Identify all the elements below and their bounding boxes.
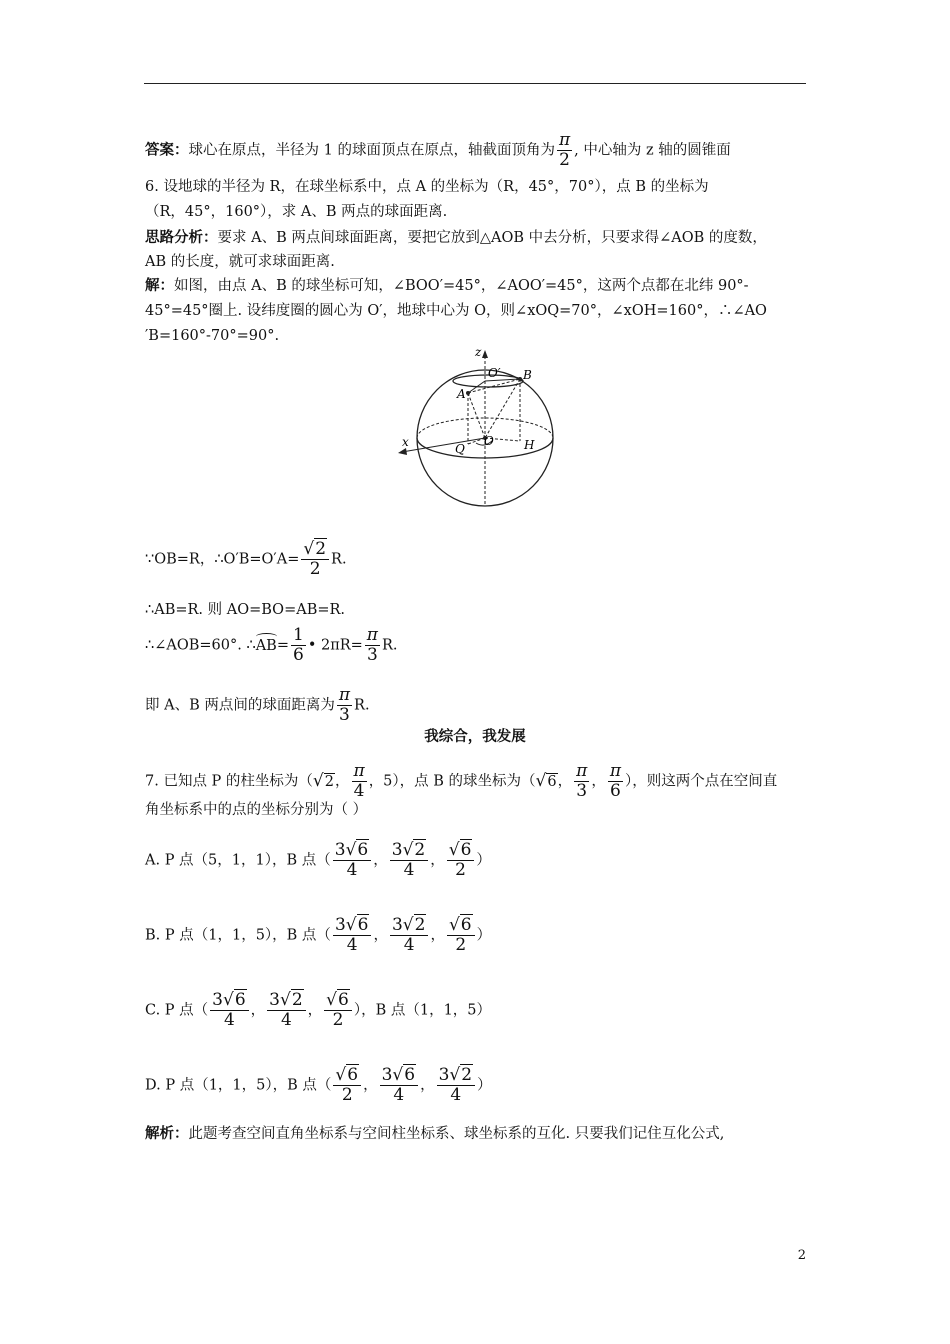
option-d-prefix: D. P 点（1，1，5），B 点（ — [145, 1077, 332, 1094]
x-axis — [402, 438, 485, 452]
option-a-f3-num: √6 — [447, 841, 475, 861]
analysis7-text: 此题考查空间直角坐标系与空间柱坐标系、球坐标系的互化. 只要我们记住互化公式, — [188, 1126, 725, 1142]
option-b-f1-den: 4 — [346, 935, 358, 955]
option-c-f3-den: 2 — [332, 1010, 344, 1030]
option-b-f1-coef: 3 — [334, 915, 346, 935]
option-b-f1-num: 3√6 — [333, 916, 372, 936]
option-a-f1-rad: 6 — [357, 840, 369, 860]
label-q: Q — [455, 442, 465, 456]
option-a-f1 — [333, 841, 372, 880]
option-c-sep1: ， — [250, 1002, 266, 1019]
option-c-f2-coef: 3 — [269, 990, 280, 1010]
step4-fraction — [337, 686, 352, 725]
option-d-sep2: ， — [420, 1077, 435, 1094]
step3-num2: π — [366, 625, 378, 645]
option-b-f2-num: 3√2 — [390, 916, 429, 936]
q7-comma3: ， — [591, 773, 606, 790]
analysis7-label: 解析： — [145, 1125, 189, 1142]
option-d-f2-den: 4 — [393, 1085, 405, 1105]
option-b-sep1: ， — [373, 927, 388, 944]
step3-arc-ab: AB — [255, 637, 277, 654]
option-d — [145, 1066, 492, 1105]
answer-label: 答案： — [145, 141, 189, 159]
q7-pi4-num: π — [353, 761, 365, 781]
option-d-f3-coef: 3 — [438, 1065, 450, 1085]
option-b — [145, 916, 491, 955]
option-a-f1-den: 4 — [346, 860, 358, 880]
step3-text-a: ∴∠AOB=60°. ∴ — [145, 637, 256, 654]
step3-mid: • 2πR= — [307, 637, 363, 654]
option-c-suffix: ），B 点（1，1，5） — [353, 1002, 492, 1019]
label-o: O — [484, 434, 494, 448]
answer-frac-den: 2 — [559, 150, 570, 170]
q7-line2: 角坐标系中的点的坐标分别为（ ） — [145, 802, 368, 818]
step3 — [145, 626, 398, 665]
option-c-f1 — [210, 991, 249, 1030]
option-d-f2-coef: 3 — [381, 1065, 393, 1085]
option-a — [145, 841, 491, 880]
option-d-f3-den: 4 — [450, 1085, 462, 1105]
option-a-f3-den: 2 — [455, 860, 466, 880]
option-d-f1-rad: 6 — [347, 1065, 359, 1085]
label-o-prime: O′ — [488, 366, 501, 380]
option-d-f1-den: 2 — [341, 1085, 353, 1105]
option-c-f2 — [267, 991, 306, 1030]
option-b-f3-num: √6 — [447, 916, 475, 936]
option-a-f2-den: 4 — [403, 860, 415, 880]
q6-line1: 6. 设地球的半径为 R，在球坐标系中，点 A 的坐标为（R，45°，70°），点 B 的坐标为 — [145, 179, 709, 195]
line-b-o — [485, 379, 520, 438]
q7-line1 — [145, 762, 777, 801]
option-a-f3-rad: 6 — [460, 840, 472, 860]
option-c-f2-num: 3√2 — [267, 991, 306, 1011]
step3-fraction1 — [291, 626, 306, 665]
solution6-text1: 如图，由点 A、B 的球坐标可知，∠BOO′=45°，∠AOO′=45°，这两个点都在北纬 90°- — [174, 278, 749, 294]
step3-num: 1 — [292, 625, 304, 645]
answer-fraction — [557, 131, 572, 170]
option-a-f2-rad: 2 — [414, 840, 426, 860]
sphere-figure — [396, 344, 556, 508]
option-d-sep1: ， — [363, 1077, 378, 1094]
q7-pi3-num: π — [576, 761, 588, 781]
option-b-f2 — [390, 916, 429, 955]
q7-text-b: ，5），点 B 的球坐标为（ — [368, 773, 536, 790]
q7-sqrt6: √6 — [535, 770, 557, 791]
solution6-line3: ′B=160°-70°=90°. — [145, 328, 280, 344]
solution6-label: 解： — [145, 277, 174, 294]
q7-sqrt2: √2 — [312, 770, 334, 791]
option-c-sep2: ， — [307, 1002, 323, 1019]
q7-frac-pi4 — [352, 762, 367, 801]
option-c-f3-rad: 6 — [338, 990, 349, 1010]
section-title: 我综合，我发展 — [424, 728, 526, 745]
step3-text-b: R. — [381, 637, 398, 654]
solution6-line2: 45°=45°圈上. 设纬度圈的圆心为 O′，地球中心为 O，则∠xOQ=70°，∠xOH=160°，∴∠AO — [145, 303, 767, 319]
q7-pi6-num: π — [609, 761, 621, 781]
option-c-f1-den: 4 — [224, 1010, 235, 1030]
option-d-f2-num: 3√6 — [380, 1066, 419, 1086]
option-c-f1-rad: 6 — [234, 990, 246, 1010]
label-x: x — [402, 435, 409, 449]
q7-frac-pi3 — [574, 762, 589, 801]
step4 — [145, 686, 370, 725]
point-b — [518, 377, 522, 381]
option-a-sep2: ， — [430, 852, 445, 869]
step1-text-a: ∵OB=R，∴O′B=O′A= — [145, 551, 300, 568]
option-c-f3 — [324, 991, 352, 1030]
step1-num-radicand: 2 — [315, 539, 327, 559]
answer-line — [145, 131, 731, 170]
step1 — [145, 540, 347, 579]
option-d-f2 — [380, 1066, 419, 1105]
q7-sqrt2-radicand: 2 — [324, 773, 334, 790]
option-b-f2-coef: 3 — [391, 915, 403, 935]
option-b-prefix: B. P 点（1，1，5），B 点（ — [145, 927, 331, 944]
step1-den: 2 — [309, 559, 321, 579]
option-b-f1 — [333, 916, 372, 955]
label-h: H — [524, 438, 535, 452]
step1-num: √2 — [301, 540, 329, 560]
step1-text-b: R. — [331, 551, 347, 568]
option-a-close: ） — [476, 852, 491, 869]
step4-text-a: 即 A、B 两点间的球面距离为 — [145, 697, 335, 714]
option-c-f2-rad: 2 — [291, 990, 303, 1010]
option-a-prefix: A. P 点（5，1，1），B 点（ — [145, 852, 331, 869]
option-a-f2 — [390, 841, 429, 880]
label-z: z — [475, 345, 482, 359]
q6-line2: （R，45°，160°），求 A、B 两点的球面距离. — [145, 204, 448, 220]
x-arrow — [398, 448, 407, 455]
answer-text-b: , 中心轴为 z 轴的圆锥面 — [574, 142, 731, 159]
option-a-f3 — [447, 841, 475, 880]
analysis6-label: 思路分析： — [145, 229, 218, 246]
option-b-f2-rad: 2 — [414, 915, 426, 935]
option-d-f1-num: √6 — [333, 1066, 361, 1086]
page-number: 2 — [797, 1248, 806, 1263]
option-b-f3 — [447, 916, 475, 955]
q7-pi3-den: 3 — [576, 781, 588, 801]
option-b-f3-den: 2 — [455, 935, 467, 955]
step4-num: π — [338, 685, 351, 705]
option-a-f1-coef: 3 — [334, 840, 346, 860]
answer-frac-num: π — [558, 130, 571, 150]
step3-eq: = — [276, 637, 289, 654]
z-arrow — [482, 350, 488, 358]
q7-sqrt6-radicand: 6 — [547, 773, 557, 790]
label-a: A — [457, 387, 466, 401]
option-c-prefix: C. P 点（ — [145, 1002, 209, 1019]
q7-text-c: ），则这两个点在空间直 — [625, 773, 778, 790]
option-a-f2-coef: 3 — [391, 840, 403, 860]
option-b-close: ） — [476, 927, 492, 944]
option-c-f1-coef: 3 — [212, 990, 223, 1010]
analysis6-text1: 要求 A、B 两点间球面距离，要把它放到△AOB 中去分析，只要求得∠AOB 的度数， — [217, 230, 767, 246]
solution6-line1 — [145, 276, 749, 296]
option-d-f1 — [333, 1066, 361, 1105]
option-d-f2-rad: 6 — [404, 1065, 416, 1085]
option-c-f2-den: 4 — [281, 1010, 292, 1030]
q7-pi6-den: 6 — [609, 781, 621, 801]
option-b-f2-den: 4 — [403, 935, 415, 955]
option-b-f3-rad: 6 — [460, 915, 472, 935]
option-b-sep2: ， — [430, 927, 445, 944]
option-d-f3-num: 3√2 — [437, 1066, 476, 1086]
step3-den2: 3 — [366, 645, 378, 665]
option-c-f1-num: 3√6 — [210, 991, 249, 1011]
step3-den: 6 — [292, 645, 304, 665]
q7-frac-pi6 — [608, 762, 623, 801]
line-a-o — [468, 393, 485, 438]
option-d-f3 — [437, 1066, 476, 1105]
header-rule — [144, 83, 806, 84]
step4-den: 3 — [339, 705, 350, 725]
option-c-f3-num: √6 — [324, 991, 352, 1011]
step4-text-b: R. — [354, 697, 370, 714]
option-d-f3-rad: 2 — [461, 1065, 473, 1085]
point-a — [466, 391, 470, 395]
option-b-f1-rad: 6 — [357, 915, 369, 935]
option-d-close: ） — [477, 1077, 492, 1094]
option-c — [145, 991, 491, 1030]
analysis6-line2: AB 的长度，就可求球面距离. — [145, 254, 335, 270]
answer-text-a: 球心在原点，半径为 1 的球面顶点在原点，轴截面顶角为 — [188, 142, 555, 159]
step1-fraction — [301, 540, 329, 579]
analysis7 — [145, 1124, 724, 1144]
q7-comma1: ， — [335, 773, 350, 790]
option-a-f2-num: 3√2 — [390, 841, 429, 861]
option-a-sep1: ， — [373, 852, 388, 869]
option-a-f1-num: 3√6 — [333, 841, 372, 861]
analysis6-line1 — [145, 228, 767, 248]
label-b: B — [523, 368, 532, 382]
q7-pi4-den: 4 — [353, 781, 365, 801]
q7-text-a: 7. 已知点 P 的柱坐标为（ — [145, 773, 313, 790]
q7-comma2: ， — [557, 773, 573, 790]
step3-fraction2 — [365, 626, 380, 665]
step2: ∴AB=R. 则 AO=BO=AB=R. — [145, 602, 346, 618]
